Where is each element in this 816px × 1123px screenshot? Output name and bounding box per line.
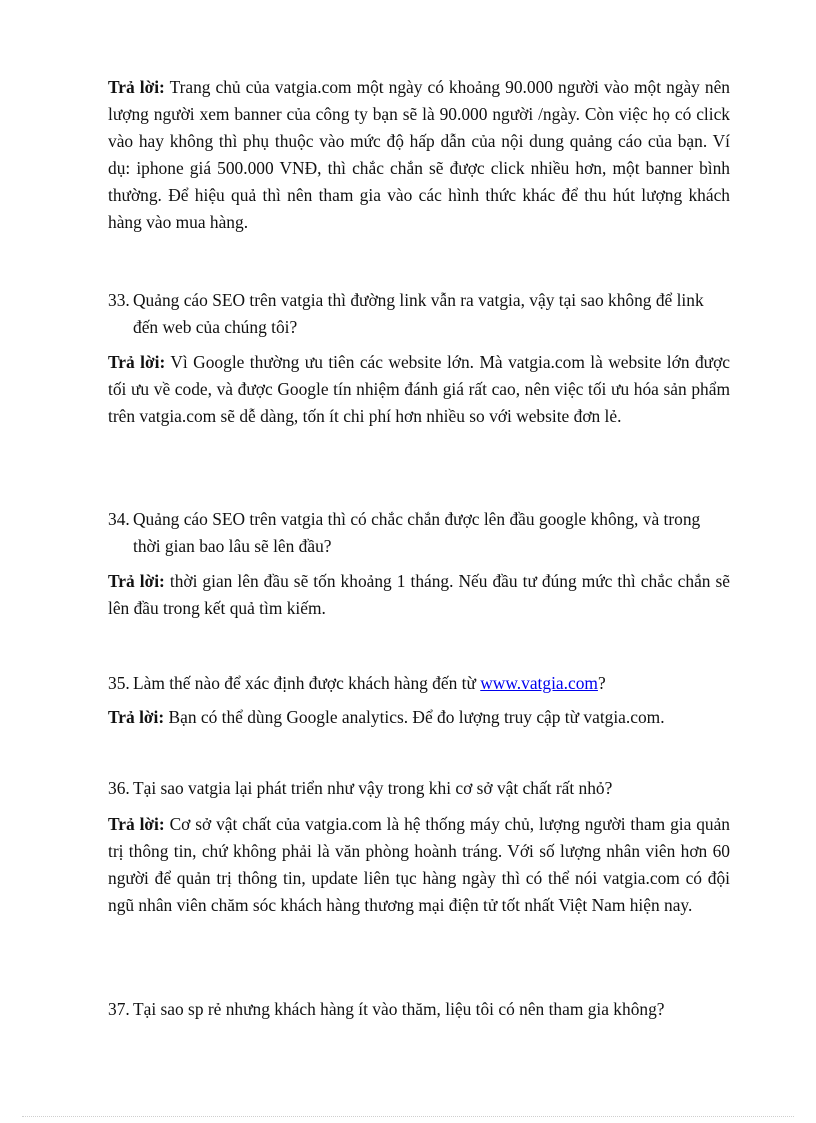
question-37 [108,996,730,1023]
answer-label: Trả lời: [108,77,165,97]
page-border-dotted [22,1116,794,1117]
question-number: 35. [108,673,130,693]
answer-label: Trả lời: [108,352,166,372]
question-text: Quảng cáo SEO trên vatgia thì có chắc chắn được lên đầu google không, và trong thời gian bao lâu sẽ lên đầu? [133,509,701,556]
question-35 [108,670,730,697]
answer-34 [108,568,730,622]
question-number: 36. [108,778,130,798]
answer-text: Bạn có thể dùng Google analytics. Để đo lượng truy cập từ vatgia.com. [168,707,665,727]
question-text [108,670,730,697]
answer-label: Trả lời: [108,707,165,727]
question-33 [108,287,730,341]
question-text: Quảng cáo SEO trên vatgia thì đường link vẫn ra vatgia, vậy tại sao không để link đến web của chúng tôi? [133,290,704,337]
question-number: 33. [108,290,130,310]
answer-text: Cơ sở vật chất của vatgia.com là hệ thống máy chủ, lượng người tham gia quản trị thông tin, chứ không phải là văn phòng hoành tráng. Với số lượng nhân viên hơn 60 người để quản trị thông tin, update liên tục hàng ngày thì có thể nói vatgia.com có đội ngũ nhân viên chăm sóc khách hàng thương mại điện tử tốt nhất Việt Nam hiện nay. [108,814,730,915]
answer-text: Vì Google thường ưu tiên các website lớn. Mà vatgia.com là website lớn được tối ưu về code, và được Google tín nhiệm đánh giá rất cao, nên việc tối ưu hóa sản phẩm trên vatgia.com sẽ dễ dàng, tốn ít chi phí hơn nhiều so với website đơn lẻ. [108,352,730,426]
question-number: 34. [108,509,130,529]
question-number: 37. [108,999,130,1019]
answer-text: thời gian lên đầu sẽ tốn khoảng 1 tháng. Nếu đầu tư đúng mức thì chắc chắn sẽ lên đầu trong kết quả tìm kiếm. [108,571,730,618]
vatgia-link[interactable]: www.vatgia.com [480,673,598,693]
answer-33 [108,349,730,430]
answer-32 [108,74,730,236]
question-text-before: Làm thế nào để xác định được khách hàng đến từ [133,673,481,693]
question-36 [108,775,730,802]
question-text-after: ? [597,673,606,693]
question-34 [108,506,730,560]
question-text: Tại sao vatgia lại phát triển như vậy trong khi cơ sở vật chất rất nhỏ? [133,778,613,798]
answer-label: Trả lời: [108,571,165,591]
answer-36 [108,811,730,919]
answer-35 [108,704,730,731]
question-text: Tại sao sp rẻ nhưng khách hàng ít vào thăm, liệu tôi có nên tham gia không? [133,999,665,1019]
answer-text: Trang chủ của vatgia.com một ngày có khoảng 90.000 người vào một ngày nên lượng người xem banner của công ty bạn sẽ là 90.000 người /ngày. Còn việc họ có click vào hay không thì phụ thuộc vào mức độ hấp dẫn của nội dung quảng cáo của bạn. Ví dụ: iphone giá 500.000 VNĐ, thì chắc chắn sẽ được click nhiều hơn, một banner bình thường. Để hiệu quả thì nên tham gia vào các hình thức khác để thu hút lượng khách hàng vào mua hàng. [108,77,731,232]
answer-label: Trả lời: [108,814,165,834]
